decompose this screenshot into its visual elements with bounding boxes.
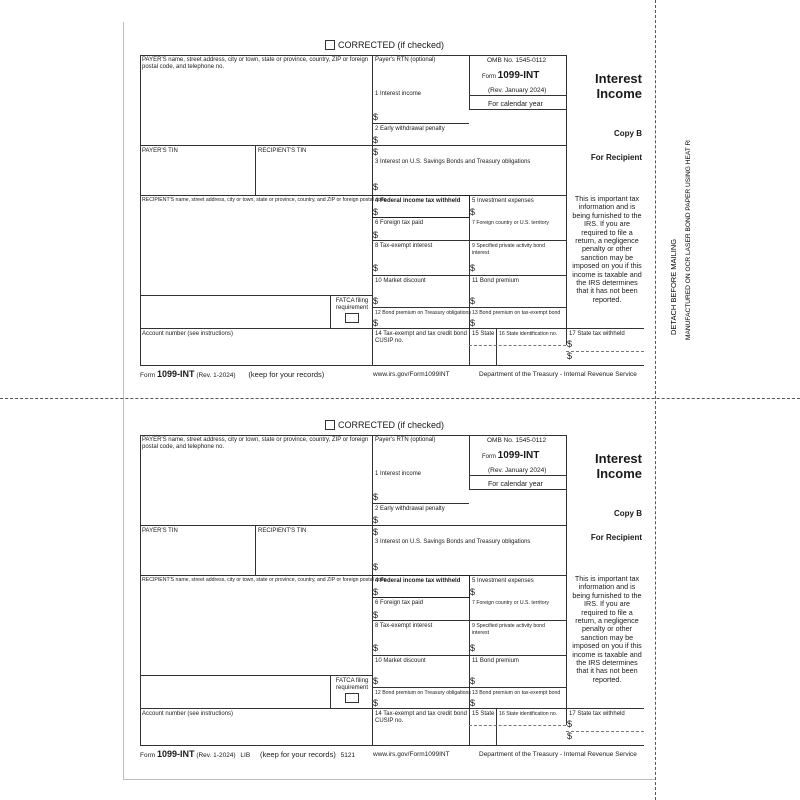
- box2-dollar: $: [373, 135, 379, 145]
- box12-dollar: $: [373, 318, 379, 328]
- box1-label: 1 Interest income: [375, 471, 422, 477]
- box11-label: 11 Bond premium: [472, 278, 519, 284]
- box3-label: 3 Interest on U.S. Savings Bonds and Treasury obligations: [375, 159, 531, 165]
- vertical-perforation: [655, 0, 656, 800]
- omb-number: OMB No. 1545-0112: [487, 57, 547, 64]
- for-recipient-label: For Recipient: [590, 153, 642, 162]
- box2-dollar: $: [373, 515, 379, 525]
- payer-rtn-label: Payer's RTN (optional): [375, 57, 436, 63]
- calendar-year-label: For calendar year: [488, 481, 543, 488]
- box9-dollar: $: [470, 643, 476, 653]
- form-title: Interest Income: [595, 71, 642, 101]
- box13-dollar: $: [470, 318, 476, 328]
- box3-dollar: $: [373, 562, 379, 572]
- revision-date: (Rev. January 2024): [488, 467, 547, 474]
- box11-dollar: $: [470, 676, 476, 686]
- payer-tin-label: PAYER'S TIN: [142, 528, 178, 534]
- fatca-checkbox[interactable]: [345, 693, 359, 703]
- box3-top-dollar: $: [373, 527, 379, 537]
- form-footer: Form 1099-INT (Rev. 1-2024) LIB (keep for your records) 5121: [140, 749, 356, 759]
- calendar-year-label: For calendar year: [488, 101, 543, 108]
- form-footer: Form 1099-INT (Rev. 1-2024) (keep for your records): [140, 369, 325, 379]
- recipient-tin-label: RECIPIENT'S TIN: [258, 148, 307, 154]
- box16-label: 16 State identification no.: [499, 711, 558, 717]
- box14-label: 14 Tax-exempt and tax credit bond CUSIP no.: [375, 331, 467, 344]
- form-1099-int-copy-2: [140, 420, 644, 765]
- box15-label: 15 State: [472, 711, 495, 717]
- box4-label: 4 Federal income tax withheld: [375, 578, 461, 584]
- box7-label: 7 Foreign country or U.S. territory: [472, 600, 549, 606]
- fatca-checkbox[interactable]: [345, 313, 359, 323]
- recipient-tin-label: RECIPIENT'S TIN: [258, 528, 307, 534]
- account-number-label: Account number (see instructions): [142, 331, 234, 337]
- form-1099-int-copy-1: [140, 40, 644, 385]
- corrected-checkbox-row: [325, 40, 444, 50]
- recipient-name-label: RECIPIENT'S name, street address, city or town, state or province, country, and ZIP or foreign postal code: [142, 577, 387, 583]
- payer-name-label: PAYER'S name, street address, city or town, state or province, country, ZIP or foreign postal code, and telephone no.: [142, 437, 369, 450]
- omb-number: OMB No. 1545-0112: [487, 437, 547, 444]
- treasury-department: Department of the Treasury - Internal Revenue Service: [479, 371, 637, 378]
- treasury-department: Department of the Treasury - Internal Revenue Service: [479, 751, 637, 758]
- side-text-detach: DETACH BEFORE MAILING: [669, 238, 678, 335]
- payer-rtn-label: Payer's RTN (optional): [375, 437, 436, 443]
- box10-dollar: $: [373, 676, 379, 686]
- side-text-manufactured: MANUFACTURED ON OCR LASER BOND PAPER USING HEAT RESISTANT INKS: [685, 140, 692, 340]
- fatca-label: FATCA filing requirement: [335, 678, 369, 691]
- box13-label: 13 Bond premium on tax-exempt bond: [472, 310, 561, 316]
- form-number: Form 1099-INT: [482, 70, 540, 81]
- box11-label: 11 Bond premium: [472, 658, 519, 664]
- box12-label: 12 Bond premium on Treasury obligations: [375, 690, 472, 696]
- box5-label: 5 Investment expenses: [472, 198, 534, 204]
- box5-label: 5 Investment expenses: [472, 578, 534, 584]
- important-tax-notice: This is important tax information and is being furnished to the IRS. If you are required to file a return, a negligence penalty or other sanction may be imposed on you if this income is taxable and the IRS determines that it has not been reported.: [572, 574, 642, 684]
- box1-dollar: $: [373, 492, 379, 502]
- box2-label: 2 Early withdrawal penalty: [375, 126, 445, 132]
- box10-label: 10 Market discount: [375, 658, 426, 664]
- box4-dollar: $: [373, 207, 379, 217]
- corrected-checkbox[interactable]: [325, 40, 335, 50]
- box10-dollar: $: [373, 296, 379, 306]
- box8-label: 8 Tax-exempt interest: [375, 623, 433, 629]
- box4-dollar: $: [373, 587, 379, 597]
- box12-dollar: $: [373, 698, 379, 708]
- box3-dollar: $: [373, 182, 379, 192]
- box15-label: 15 State: [472, 331, 495, 337]
- horizontal-perforation: [0, 398, 800, 399]
- box5-dollar: $: [470, 207, 476, 217]
- box8-dollar: $: [373, 263, 379, 273]
- box1-dollar: $: [373, 112, 379, 122]
- recipient-name-label: RECIPIENT'S name, street address, city or town, state or province, country, and ZIP or foreign postal code: [142, 197, 387, 203]
- for-recipient-label: For Recipient: [590, 533, 642, 542]
- important-tax-notice: This is important tax information and is being furnished to the IRS. If you are required to file a return, a negligence penalty or other sanction may be imposed on you if this income is taxable and the IRS determines that it has not been reported.: [572, 194, 642, 304]
- box6-label: 6 Foreign tax paid: [375, 600, 424, 606]
- box9-dollar: $: [470, 263, 476, 273]
- box9-label: 9 Specified private activity bond interest: [472, 623, 545, 636]
- revision-date: (Rev. January 2024): [488, 87, 547, 94]
- box13-dollar: $: [470, 698, 476, 708]
- fatca-label: FATCA filing requirement: [335, 298, 369, 311]
- corrected-checkbox[interactable]: [325, 420, 335, 430]
- box6-dollar: $: [373, 610, 379, 620]
- box17-dollar-1: $: [567, 719, 573, 729]
- payer-tin-label: PAYER'S TIN: [142, 148, 178, 154]
- box8-label: 8 Tax-exempt interest: [375, 243, 433, 249]
- corrected-checkbox-row: [325, 420, 444, 430]
- box17-dollar-2: $: [567, 731, 573, 741]
- irs-url[interactable]: www.irs.gov/Form1099INT: [373, 751, 450, 758]
- box2-label: 2 Early withdrawal penalty: [375, 506, 445, 512]
- box17-dollar-1: $: [567, 339, 573, 349]
- box16-label: 16 State identification no.: [499, 331, 558, 337]
- payer-name-label: PAYER'S name, street address, city or town, state or province, country, ZIP or foreign postal code, and telephone no.: [142, 57, 369, 70]
- box10-label: 10 Market discount: [375, 278, 426, 284]
- box8-dollar: $: [373, 643, 379, 653]
- box5-dollar: $: [470, 587, 476, 597]
- box1-label: 1 Interest income: [375, 91, 422, 97]
- side-instructions: [662, 140, 702, 350]
- box4-label: 4 Federal income tax withheld: [375, 198, 461, 204]
- irs-url[interactable]: www.irs.gov/Form1099INT: [373, 371, 450, 378]
- box12-label: 12 Bond premium on Treasury obligations: [375, 310, 472, 316]
- corrected-label: CORRECTED (if checked): [338, 420, 445, 430]
- copy-b-label: Copy B: [614, 509, 642, 518]
- copy-b-label: Copy B: [614, 129, 642, 138]
- form-number: Form 1099-INT: [482, 450, 540, 461]
- box9-label: 9 Specified private activity bond interest: [472, 243, 545, 256]
- box7-label: 7 Foreign country or U.S. territory: [472, 220, 549, 226]
- box17-label: 17 State tax withheld: [569, 331, 625, 337]
- box14-label: 14 Tax-exempt and tax credit bond CUSIP no.: [375, 711, 467, 724]
- box17-dollar-2: $: [567, 351, 573, 361]
- box13-label: 13 Bond premium on tax-exempt bond: [472, 690, 561, 696]
- box3-top-dollar: $: [373, 147, 379, 157]
- box6-label: 6 Foreign tax paid: [375, 220, 424, 226]
- box11-dollar: $: [470, 296, 476, 306]
- box3-label: 3 Interest on U.S. Savings Bonds and Treasury obligations: [375, 539, 531, 545]
- account-number-label: Account number (see instructions): [142, 711, 234, 717]
- form-title: Interest Income: [595, 451, 642, 481]
- box6-dollar: $: [373, 230, 379, 240]
- corrected-label: CORRECTED (if checked): [338, 40, 445, 50]
- box17-label: 17 State tax withheld: [569, 711, 625, 717]
